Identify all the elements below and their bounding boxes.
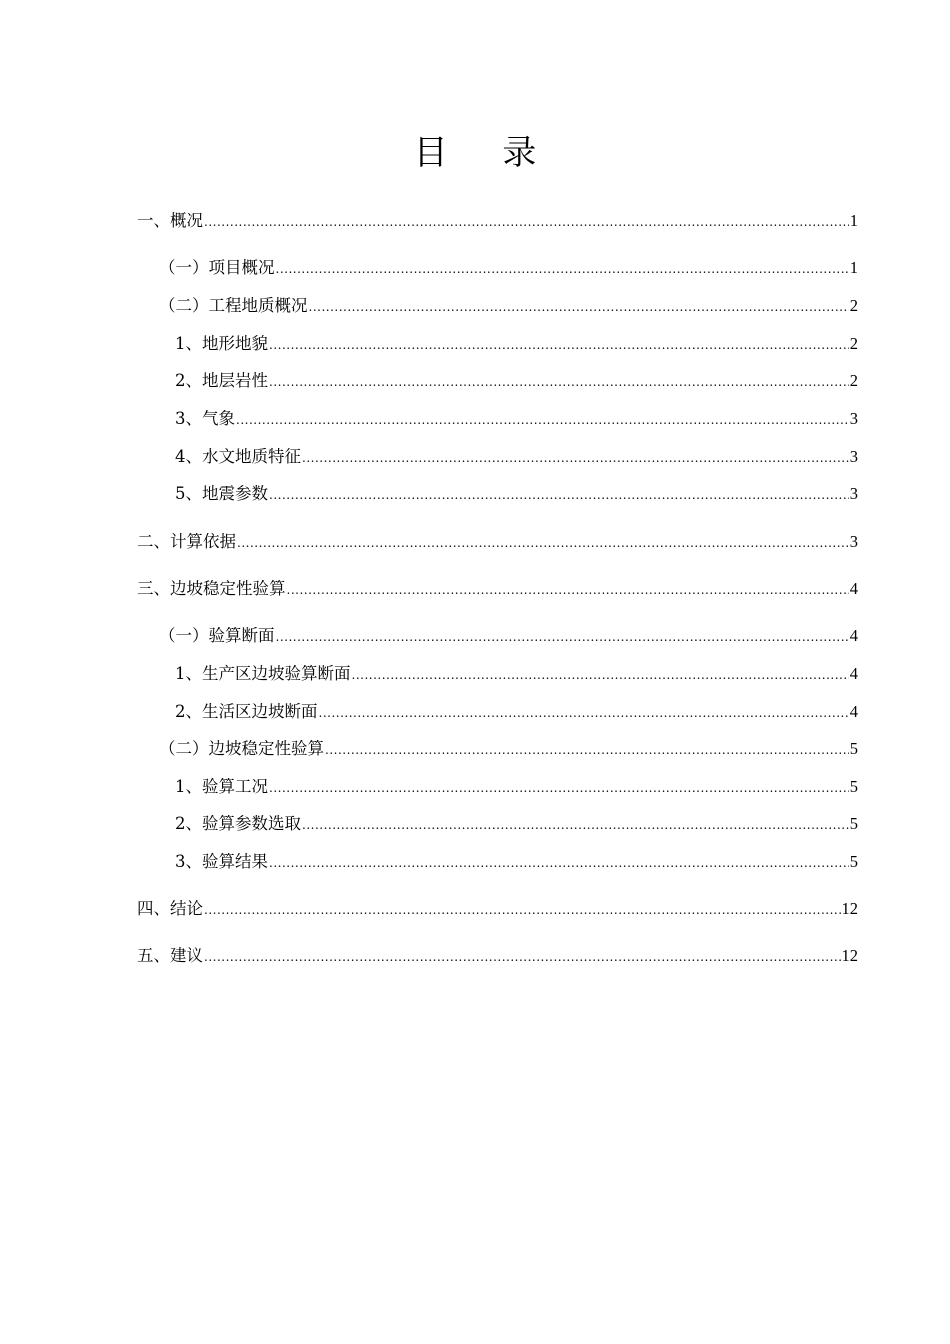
toc-entry[interactable]	[175, 408, 858, 430]
toc-title: 目 录	[413, 133, 559, 173]
toc-entry-label: 1、生产区边坡验算断面	[175, 664, 351, 683]
toc-leader-dots	[302, 814, 849, 836]
toc-entry-label: （二）边坡稳定性验算	[159, 739, 324, 758]
toc-page-number: 12	[841, 899, 858, 918]
toc-page-number: 5	[849, 739, 858, 758]
toc-page-number: 1	[849, 258, 858, 277]
toc-entry[interactable]	[175, 483, 858, 505]
toc-leader-dots	[276, 626, 849, 648]
toc-entry-label: 3、气象	[175, 409, 235, 428]
toc-entry[interactable]	[175, 370, 858, 392]
toc-page-number: 12	[841, 946, 858, 965]
toc-entry-label: 四、结论	[137, 899, 203, 918]
toc-entry[interactable]	[175, 446, 858, 468]
toc-entry[interactable]	[175, 333, 858, 355]
toc-entry[interactable]	[175, 701, 858, 723]
toc-entry-label: （二）工程地质概况	[159, 296, 308, 315]
toc-entry-label: 2、验算参数选取	[175, 814, 301, 833]
toc-entry[interactable]	[137, 531, 858, 553]
toc-entry[interactable]	[137, 210, 858, 232]
toc-page-number: 5	[849, 814, 858, 833]
toc-entry[interactable]	[137, 945, 858, 967]
toc-leader-dots	[236, 409, 849, 431]
toc-page-number: 4	[849, 579, 858, 598]
toc-entry[interactable]	[159, 257, 858, 279]
toc-entry[interactable]	[175, 663, 858, 685]
toc-entry[interactable]	[175, 851, 858, 873]
toc-leader-dots	[269, 777, 849, 799]
toc-page-number: 4	[849, 626, 858, 645]
toc-page-number: 2	[849, 334, 858, 353]
toc-entry-label: 五、建议	[137, 946, 203, 965]
toc-page-number: 5	[849, 777, 858, 796]
toc-entry[interactable]	[137, 898, 858, 920]
toc-page-number: 3	[849, 532, 858, 551]
toc-page-number: 2	[849, 371, 858, 390]
toc-entry-label: 一、概况	[137, 211, 203, 230]
toc-leader-dots	[276, 258, 849, 280]
toc-leader-dots	[319, 702, 849, 724]
toc-entry-label: 5、地震参数	[175, 484, 268, 503]
toc-entry[interactable]	[175, 776, 858, 798]
toc-leader-dots	[204, 899, 841, 921]
toc-leader-dots	[309, 296, 849, 318]
toc-entry[interactable]	[159, 738, 858, 760]
toc-leader-dots	[302, 447, 849, 469]
toc-entry-label: 三、边坡稳定性验算	[137, 579, 286, 598]
toc-entry-label: 2、生活区边坡断面	[175, 702, 318, 721]
toc-entry-label: 4、水文地质特征	[175, 447, 301, 466]
toc-leader-dots	[269, 334, 849, 356]
toc-entry-label: 3、验算结果	[175, 852, 268, 871]
toc-page-number: 3	[849, 484, 858, 503]
toc-page-number: 5	[849, 852, 858, 871]
toc-leader-dots	[325, 739, 849, 761]
toc-entry-label: （一）验算断面	[159, 626, 275, 645]
toc-entry-label: 二、计算依据	[137, 532, 236, 551]
toc-entry[interactable]	[137, 578, 858, 600]
toc-leader-dots	[269, 852, 849, 874]
toc-page-number: 4	[849, 664, 858, 683]
toc-leader-dots	[269, 371, 849, 393]
toc-leader-dots	[204, 946, 841, 968]
toc-page-number: 1	[849, 211, 858, 230]
toc-leader-dots	[237, 532, 849, 554]
toc-page-number: 2	[849, 296, 858, 315]
toc-leader-dots	[287, 579, 849, 601]
toc-leader-dots	[269, 484, 849, 506]
toc-page-number: 4	[849, 702, 858, 721]
toc-page-number: 3	[849, 447, 858, 466]
toc-entry-label: 1、验算工况	[175, 777, 268, 796]
toc-page-number: 3	[849, 409, 858, 428]
toc-leader-dots	[204, 211, 849, 233]
toc-entry[interactable]	[175, 813, 858, 835]
toc-entry[interactable]	[159, 295, 858, 317]
toc-entry-label: 2、地层岩性	[175, 371, 268, 390]
toc-entry[interactable]	[159, 625, 858, 647]
toc-leader-dots	[352, 664, 849, 686]
toc-entry-label: 1、地形地貌	[175, 334, 268, 353]
toc-entry-label: （一）项目概况	[159, 258, 275, 277]
